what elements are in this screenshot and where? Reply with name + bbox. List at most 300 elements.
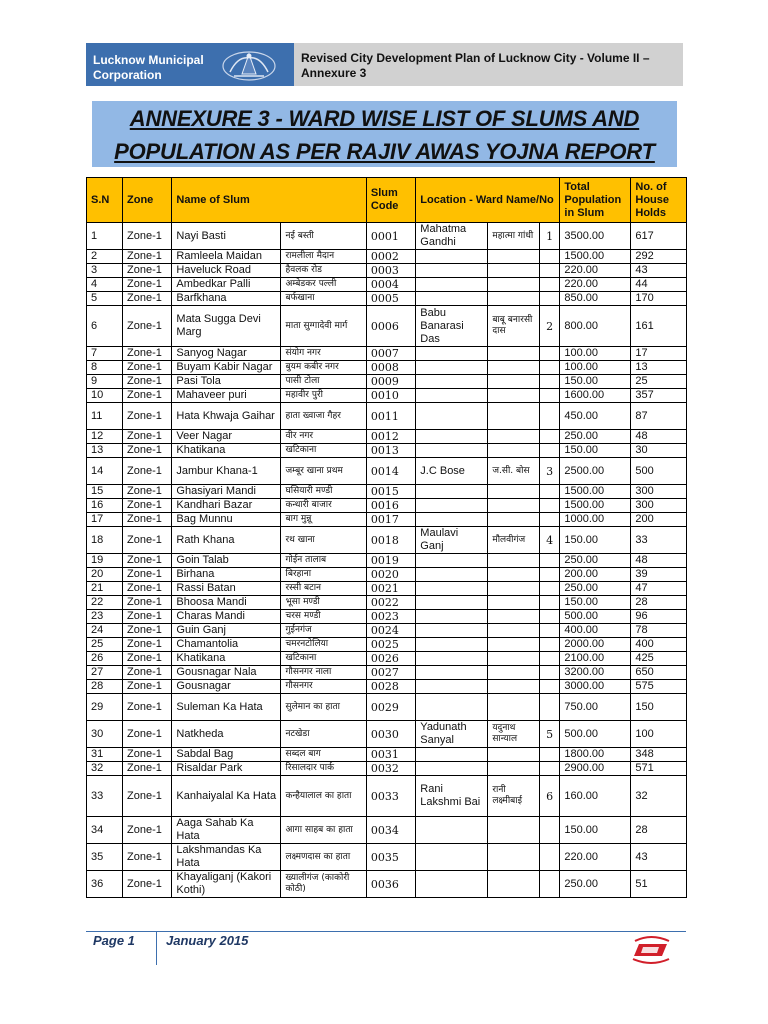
cell-ward-name-hindi	[488, 485, 539, 499]
cell-ward-name	[416, 250, 488, 264]
cell-ward-name	[416, 278, 488, 292]
cell-ward-name-hindi	[488, 278, 539, 292]
cell-ward-name	[416, 403, 488, 430]
cell-zone: Zone-1	[123, 389, 172, 403]
title-line-2: POPULATION AS PER RAJIV AWAS YOJNA REPORT	[114, 139, 655, 164]
table-row	[87, 762, 687, 776]
cell-population: 220.00	[560, 844, 631, 871]
cell-sn: 4	[87, 278, 123, 292]
cell-slum-code: 0019	[366, 554, 415, 568]
cell-slum-name-hindi: गौसनगर	[281, 680, 366, 694]
cell-households: 150	[631, 694, 687, 721]
cell-population: 750.00	[560, 694, 631, 721]
footer-divider	[86, 931, 686, 932]
cell-ward-name	[416, 513, 488, 527]
cell-households: 96	[631, 610, 687, 624]
cell-zone: Zone-1	[123, 403, 172, 430]
cell-slum-name-hindi: ख्यालीगंज (काकोरी कोठी)	[281, 871, 366, 898]
cell-population: 500.00	[560, 721, 631, 748]
table-row	[87, 347, 687, 361]
cell-ward-number	[539, 485, 560, 499]
cell-sn: 32	[87, 762, 123, 776]
cell-households: 500	[631, 458, 687, 485]
cell-zone: Zone-1	[123, 596, 172, 610]
cell-zone: Zone-1	[123, 568, 172, 582]
cell-zone: Zone-1	[123, 582, 172, 596]
cell-slum-name-hindi: हाता ख्वाजा गैहर	[281, 403, 366, 430]
cell-ward-number: 3	[539, 458, 560, 485]
cell-ward-number	[539, 250, 560, 264]
cell-slum-code: 0022	[366, 596, 415, 610]
cell-ward-name: Mahatma Gandhi	[416, 223, 488, 250]
cell-population: 400.00	[560, 624, 631, 638]
table-row	[87, 624, 687, 638]
cell-ward-name	[416, 596, 488, 610]
cell-slum-name: Ambedkar Palli	[172, 278, 281, 292]
cell-slum-name-hindi: कन्धारी बाजार	[281, 499, 366, 513]
cell-slum-code: 0013	[366, 444, 415, 458]
cell-ward-number	[539, 582, 560, 596]
cell-population: 1800.00	[560, 748, 631, 762]
table-row	[87, 776, 687, 817]
cell-households: 617	[631, 223, 687, 250]
cell-slum-name-hindi: संयोग नगर	[281, 347, 366, 361]
cell-population: 150.00	[560, 527, 631, 554]
cell-zone: Zone-1	[123, 430, 172, 444]
cell-zone: Zone-1	[123, 223, 172, 250]
cell-slum-name: Gousnagar	[172, 680, 281, 694]
cell-ward-name	[416, 638, 488, 652]
table-row	[87, 375, 687, 389]
cell-population: 250.00	[560, 430, 631, 444]
cell-slum-name-hindi: घसियारी मण्डी	[281, 485, 366, 499]
cell-ward-name-hindi: यदुनाथ सान्याल	[488, 721, 539, 748]
cell-slum-code: 0032	[366, 762, 415, 776]
cell-ward-name	[416, 430, 488, 444]
cell-ward-number	[539, 389, 560, 403]
cell-households: 13	[631, 361, 687, 375]
cell-population: 150.00	[560, 444, 631, 458]
cell-households: 87	[631, 403, 687, 430]
cell-ward-number	[539, 513, 560, 527]
cell-population: 150.00	[560, 817, 631, 844]
cell-slum-code: 0006	[366, 306, 415, 347]
cell-ward-number	[539, 430, 560, 444]
cell-slum-code: 0003	[366, 264, 415, 278]
cell-zone: Zone-1	[123, 250, 172, 264]
cell-ward-name-hindi	[488, 582, 539, 596]
cell-ward-name	[416, 694, 488, 721]
cell-slum-code: 0001	[366, 223, 415, 250]
cell-slum-name-hindi: भूसा मण्डी	[281, 596, 366, 610]
cell-ward-number	[539, 596, 560, 610]
cell-ward-name-hindi	[488, 250, 539, 264]
cell-slum-code: 0031	[366, 748, 415, 762]
cell-ward-name	[416, 347, 488, 361]
table-row	[87, 278, 687, 292]
cell-ward-name	[416, 444, 488, 458]
cell-households: 357	[631, 389, 687, 403]
cell-slum-name-hindi: अम्बेडकर पल्ली	[281, 278, 366, 292]
cell-slum-name-hindi: महावीर पुरी	[281, 389, 366, 403]
cell-households: 571	[631, 762, 687, 776]
cell-slum-code: 0026	[366, 652, 415, 666]
page-footer	[86, 931, 686, 967]
cell-sn: 7	[87, 347, 123, 361]
cell-ward-name-hindi: बाबू बनारसी दास	[488, 306, 539, 347]
cell-ward-name-hindi	[488, 844, 539, 871]
cell-slum-name-hindi: रामलीला मैदान	[281, 250, 366, 264]
cell-ward-name: Babu Banarasi Das	[416, 306, 488, 347]
annexure-title	[92, 101, 677, 167]
cell-slum-code: 0025	[366, 638, 415, 652]
cell-ward-name-hindi	[488, 652, 539, 666]
cell-sn: 19	[87, 554, 123, 568]
cell-sn: 36	[87, 871, 123, 898]
cell-zone: Zone-1	[123, 624, 172, 638]
header-name: Name of Slum	[172, 178, 367, 223]
cell-households: 650	[631, 666, 687, 680]
cell-ward-name	[416, 485, 488, 499]
cell-population: 3200.00	[560, 666, 631, 680]
table-row	[87, 250, 687, 264]
cell-ward-name-hindi	[488, 817, 539, 844]
cell-slum-code: 0018	[366, 527, 415, 554]
cell-slum-code: 0010	[366, 389, 415, 403]
cell-population: 2900.00	[560, 762, 631, 776]
cell-population: 500.00	[560, 610, 631, 624]
cell-sn: 30	[87, 721, 123, 748]
cell-ward-name	[416, 292, 488, 306]
cell-ward-name-hindi	[488, 375, 539, 389]
cell-slum-code: 0005	[366, 292, 415, 306]
cell-ward-number	[539, 762, 560, 776]
cell-sn: 18	[87, 527, 123, 554]
cell-sn: 29	[87, 694, 123, 721]
table-row	[87, 554, 687, 568]
cell-zone: Zone-1	[123, 817, 172, 844]
cell-zone: Zone-1	[123, 844, 172, 871]
cell-ward-name	[416, 554, 488, 568]
cell-population: 100.00	[560, 347, 631, 361]
page-number: Page 1	[93, 933, 135, 948]
cell-households: 48	[631, 430, 687, 444]
cell-slum-name-hindi: खटिकाना	[281, 444, 366, 458]
cell-ward-number: 6	[539, 776, 560, 817]
cell-households: 300	[631, 499, 687, 513]
table-row	[87, 817, 687, 844]
cell-households: 170	[631, 292, 687, 306]
cell-ward-name-hindi	[488, 871, 539, 898]
cell-households: 575	[631, 680, 687, 694]
cell-slum-name: Haveluck Road	[172, 264, 281, 278]
cell-sn: 23	[87, 610, 123, 624]
cell-population: 2100.00	[560, 652, 631, 666]
cell-slum-name: Birhana	[172, 568, 281, 582]
cell-zone: Zone-1	[123, 292, 172, 306]
table-row	[87, 499, 687, 513]
cell-ward-name	[416, 361, 488, 375]
cell-ward-name: Yadunath Sanyal	[416, 721, 488, 748]
page-header	[86, 43, 683, 86]
cell-zone: Zone-1	[123, 278, 172, 292]
cell-slum-name-hindi: बिरहाना	[281, 568, 366, 582]
cell-slum-code: 0027	[366, 666, 415, 680]
cell-zone: Zone-1	[123, 666, 172, 680]
cell-slum-code: 0030	[366, 721, 415, 748]
cell-ward-name-hindi: मौलवीगंज	[488, 527, 539, 554]
cell-sn: 6	[87, 306, 123, 347]
table-row	[87, 610, 687, 624]
cell-slum-name-hindi: कन्हैयालाल का हाता	[281, 776, 366, 817]
cell-households: 348	[631, 748, 687, 762]
cell-population: 200.00	[560, 568, 631, 582]
cell-ward-number	[539, 347, 560, 361]
cell-ward-number	[539, 499, 560, 513]
table-header-row	[87, 178, 687, 223]
cell-sn: 1	[87, 223, 123, 250]
cell-slum-name: Pasi Tola	[172, 375, 281, 389]
org-banner	[86, 43, 294, 86]
cell-ward-name-hindi	[488, 389, 539, 403]
cell-ward-name-hindi	[488, 499, 539, 513]
cell-slum-name: Gousnagar Nala	[172, 666, 281, 680]
cell-sn: 11	[87, 403, 123, 430]
cell-ward-number	[539, 694, 560, 721]
cell-slum-name-hindi: चरस मण्डी	[281, 610, 366, 624]
cell-zone: Zone-1	[123, 748, 172, 762]
cell-population: 150.00	[560, 375, 631, 389]
cell-sn: 8	[87, 361, 123, 375]
cell-slum-name: Chamantolia	[172, 638, 281, 652]
cell-ward-number	[539, 554, 560, 568]
cell-ward-name-hindi	[488, 264, 539, 278]
cell-ward-name: Rani Lakshmi Bai	[416, 776, 488, 817]
cell-slum-name-hindi: बाग मुन्नू	[281, 513, 366, 527]
cell-slum-name: Khatikana	[172, 444, 281, 458]
cell-ward-name-hindi	[488, 430, 539, 444]
cell-slum-name-hindi: खटिकाना	[281, 652, 366, 666]
table-row	[87, 485, 687, 499]
cell-population: 3000.00	[560, 680, 631, 694]
header-location: Location - Ward Name/No	[416, 178, 560, 223]
cell-slum-name-hindi: नटखेडा	[281, 721, 366, 748]
cell-sn: 27	[87, 666, 123, 680]
cell-slum-name-hindi: माता सुग्गादेवी मार्ग	[281, 306, 366, 347]
cell-sn: 5	[87, 292, 123, 306]
cell-ward-name-hindi	[488, 347, 539, 361]
cell-ward-number	[539, 403, 560, 430]
header-zone: Zone	[123, 178, 172, 223]
cell-slum-name: Bag Munnu	[172, 513, 281, 527]
cell-population: 1000.00	[560, 513, 631, 527]
cell-population: 220.00	[560, 264, 631, 278]
cell-ward-name-hindi	[488, 694, 539, 721]
cell-ward-name	[416, 871, 488, 898]
cell-zone: Zone-1	[123, 485, 172, 499]
cell-ward-number	[539, 568, 560, 582]
cell-zone: Zone-1	[123, 652, 172, 666]
cell-households: 161	[631, 306, 687, 347]
cell-sn: 17	[87, 513, 123, 527]
cell-ward-number	[539, 638, 560, 652]
cell-ward-name-hindi	[488, 361, 539, 375]
cell-ward-name-hindi	[488, 610, 539, 624]
cell-slum-code: 0008	[366, 361, 415, 375]
cell-slum-code: 0011	[366, 403, 415, 430]
cell-slum-code: 0035	[366, 844, 415, 871]
table-row	[87, 652, 687, 666]
cell-slum-name-hindi: गुईनगंज	[281, 624, 366, 638]
cell-households: 300	[631, 485, 687, 499]
slum-table	[86, 177, 687, 898]
cell-slum-code: 0036	[366, 871, 415, 898]
cell-ward-number	[539, 278, 560, 292]
cell-ward-name	[416, 652, 488, 666]
cell-slum-name: Buyam Kabir Nagar	[172, 361, 281, 375]
cell-ward-name	[416, 666, 488, 680]
cell-slum-name: Ghasiyari Mandi	[172, 485, 281, 499]
cell-households: 48	[631, 554, 687, 568]
cell-slum-code: 0034	[366, 817, 415, 844]
cell-ward-name-hindi: ज.सी. बोस	[488, 458, 539, 485]
cell-ward-name-hindi	[488, 596, 539, 610]
cell-slum-name: Hata Khwaja Gaihar	[172, 403, 281, 430]
cell-ward-name	[416, 582, 488, 596]
cell-slum-code: 0007	[366, 347, 415, 361]
cell-slum-code: 0024	[366, 624, 415, 638]
cell-ward-number	[539, 624, 560, 638]
cell-ward-name-hindi	[488, 444, 539, 458]
cell-households: 30	[631, 444, 687, 458]
cell-slum-code: 0009	[366, 375, 415, 389]
cell-slum-name-hindi: हैवलक रोड	[281, 264, 366, 278]
cell-slum-code: 0014	[366, 458, 415, 485]
cell-slum-name: Rassi Batan	[172, 582, 281, 596]
cell-ward-number	[539, 871, 560, 898]
cell-zone: Zone-1	[123, 694, 172, 721]
cell-zone: Zone-1	[123, 458, 172, 485]
cell-ward-name-hindi	[488, 680, 539, 694]
cell-ward-name	[416, 389, 488, 403]
cell-ward-number	[539, 292, 560, 306]
cell-households: 44	[631, 278, 687, 292]
org-name: Lucknow Municipal Corporation	[93, 53, 204, 82]
cell-ward-name-hindi: महात्मा गांधी	[488, 223, 539, 250]
cell-ward-name	[416, 499, 488, 513]
cell-households: 28	[631, 817, 687, 844]
footer-separator	[156, 931, 157, 965]
cell-slum-name-hindi: नई बस्ती	[281, 223, 366, 250]
cell-population: 1500.00	[560, 485, 631, 499]
cell-ward-name-hindi	[488, 554, 539, 568]
cell-ward-number	[539, 844, 560, 871]
cell-households: 200	[631, 513, 687, 527]
table-row	[87, 444, 687, 458]
cell-slum-name-hindi: रस्सी बटान	[281, 582, 366, 596]
cell-ward-number	[539, 375, 560, 389]
table-row	[87, 871, 687, 898]
cell-households: 43	[631, 844, 687, 871]
cell-sn: 2	[87, 250, 123, 264]
cell-zone: Zone-1	[123, 513, 172, 527]
cell-slum-name: Sabdal Bag	[172, 748, 281, 762]
cell-population: 3500.00	[560, 223, 631, 250]
cell-population: 220.00	[560, 278, 631, 292]
cell-slum-name: Jambur Khana-1	[172, 458, 281, 485]
cell-ward-name: Maulavi Ganj	[416, 527, 488, 554]
cell-population: 150.00	[560, 596, 631, 610]
cell-households: 28	[631, 596, 687, 610]
cell-slum-code: 0021	[366, 582, 415, 596]
cell-ward-name	[416, 264, 488, 278]
cell-households: 100	[631, 721, 687, 748]
cell-ward-name-hindi	[488, 638, 539, 652]
cell-zone: Zone-1	[123, 776, 172, 817]
cell-ward-name-hindi	[488, 568, 539, 582]
cell-ward-name-hindi	[488, 666, 539, 680]
title-line-1: ANNEXURE 3 - WARD WISE LIST OF SLUMS AND	[129, 106, 640, 131]
cell-zone: Zone-1	[123, 871, 172, 898]
cell-sn: 34	[87, 817, 123, 844]
cell-ward-number	[539, 817, 560, 844]
cell-ward-name	[416, 844, 488, 871]
cell-slum-name: Mata Sugga Devi Marg	[172, 306, 281, 347]
cell-ward-name-hindi	[488, 748, 539, 762]
cell-ward-name-hindi: रानी लक्ष्मीबाई	[488, 776, 539, 817]
table-row	[87, 264, 687, 278]
header-code: Slum Code	[366, 178, 415, 223]
cell-slum-code: 0028	[366, 680, 415, 694]
cell-population: 450.00	[560, 403, 631, 430]
cell-slum-name: Rath Khana	[172, 527, 281, 554]
cell-slum-code: 0017	[366, 513, 415, 527]
cell-sn: 24	[87, 624, 123, 638]
cell-slum-name-hindi: लक्ष्मणदास का हाता	[281, 844, 366, 871]
cell-ward-number: 1	[539, 223, 560, 250]
cell-sn: 13	[87, 444, 123, 458]
cell-sn: 25	[87, 638, 123, 652]
cell-population: 250.00	[560, 554, 631, 568]
cell-sn: 28	[87, 680, 123, 694]
cell-slum-name: Sanyog Nagar	[172, 347, 281, 361]
header-sn: S.N	[87, 178, 123, 223]
table-row	[87, 638, 687, 652]
table-row	[87, 458, 687, 485]
cell-ward-name-hindi	[488, 403, 539, 430]
cell-households: 25	[631, 375, 687, 389]
cell-zone: Zone-1	[123, 680, 172, 694]
cell-ward-name	[416, 762, 488, 776]
cell-population: 100.00	[560, 361, 631, 375]
document-title: Revised City Development Plan of Lucknow City - Volume II – Annexure 3	[294, 43, 683, 86]
cell-sn: 26	[87, 652, 123, 666]
cell-households: 43	[631, 264, 687, 278]
cell-slum-name: Kanhaiyalal Ka Hata	[172, 776, 281, 817]
cell-sn: 21	[87, 582, 123, 596]
cell-ward-number	[539, 666, 560, 680]
cell-zone: Zone-1	[123, 610, 172, 624]
cell-zone: Zone-1	[123, 527, 172, 554]
table-row	[87, 527, 687, 554]
cell-ward-number	[539, 361, 560, 375]
cell-slum-name-hindi: गोईन तालाब	[281, 554, 366, 568]
cell-zone: Zone-1	[123, 638, 172, 652]
table-row	[87, 513, 687, 527]
cell-population: 1500.00	[560, 250, 631, 264]
table-row	[87, 748, 687, 762]
cell-slum-name: Natkheda	[172, 721, 281, 748]
